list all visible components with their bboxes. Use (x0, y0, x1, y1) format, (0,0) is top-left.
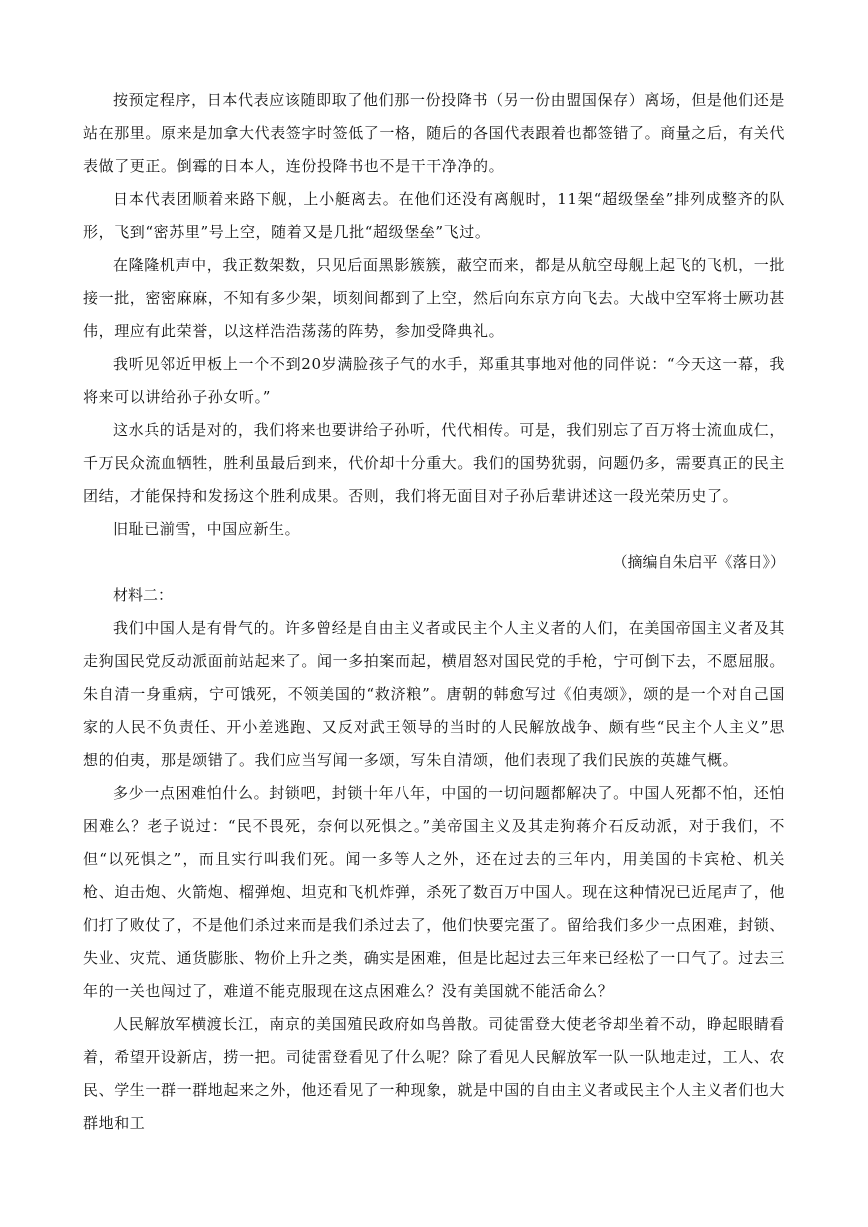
document-page (83, 84, 785, 1140)
paragraph: 这水兵的话是对的，我们将来也要讲给子孙听，代代相传。可是，我们别忘了百万将士流血成仁，千万民众流血牺牲，胜利虽最后到来，代价却十分重大。我们的国势犹弱，问题仍多，需要真正的民主团结，才能保持和发扬这个胜利成果。否则，我们将无面目对子孙后辈讲述这一段光荣历史了。 (83, 421, 786, 505)
source-attribution: （摘编自朱启平《落日》） (612, 553, 785, 571)
paragraph: 按预定程序，日本代表应该随即取了他们那一份投降书（另一份由盟国保存）离场，但是他们还是站在那里。原来是加拿大代表签字时签低了一格，随后的各国代表跟着也都签错了。商量之后，有关代表做了更正。倒霉的日本人，连份投降书也不是干干净净的。 (83, 91, 786, 175)
paragraph: 旧耻已湔雪，中国应新生。 (113, 520, 301, 538)
paragraph: 日本代表团顺着来路下舰，上小艇离去。在他们还没有离舰时，11架“超级堡垒”排列成整齐的队形，飞到“密苏里”号上空，随着又是几批“超级堡垒”飞过。 (83, 190, 785, 241)
paragraph: 人民解放军横渡长江，南京的美国殖民政府如鸟兽散。司徒雷登大使老爷却坐着不动，睁起眼睛看着，希望开设新店，捞一把。司徒雷登看见了什么呢？除了看见人民解放军一队一队地走过，工人、农民、学生一群一群地起来之外，他还看见了一种现象，就是中国的自由主义者或民主个人主义者们也大群地和工 (83, 1015, 786, 1132)
paragraph: 我听见邻近甲板上一个不到20岁满脸孩子气的水手，郑重其事地对他的同伴说：“今天这一幕，我将来可以讲给孙子孙女听。” (83, 355, 785, 406)
paragraph: 多少一点困难怕什么。封锁吧，封锁十年八年，中国的一切问题都解决了。中国人死都不怕，还怕困难么？老子说过：“民不畏死，奈何以死惧之。”美帝国主义及其走狗蒋介石反动派，对于我们，不但“以死惧之”，而且实行叫我们死。闻一多等人之外，还在过去的三年内，用美国的卡宾枪、机关枪、迫击炮、火箭炮、榴弹炮、坦克和飞机炸弹，杀死了数百万中国人。现在这种情况已近尾声了，他们打了败仗了，不是他们杀过来而是我们杀过去了，他们快要完蛋了。留给我们多少一点困难，封锁、失业、灾荒、通货膨胀、物价上升之类，确实是困难，但是比起过去三年来已经松了一口气了。过去三年的一关也闯过了，难道不能克服现在这点困难么？没有美国就不能活命么？ (83, 784, 786, 1000)
paragraph: 我们中国人是有骨气的。许多曾经是自由主义者或民主个人主义者的人们，在美国帝国主义者及其走狗国民党反动派面前站起来了。闻一多拍案而起，横眉怒对国民党的手枪，宁可倒下去，不愿屈服。朱自清一身重病，宁可饿死，不领美国的“救济粮”。唐朝的韩愈写过《伯夷颂》，颂的是一个对自己国家的人民不负责任、开小差逃跑、又反对武王领导的当时的人民解放战争、颇有些“民主个人主义”思想的伯夷，那是颂错了。我们应当写闻一多颂，写朱自清颂，他们表现了我们民族的英雄气概。 (83, 619, 786, 769)
section-heading: 材料二： (113, 586, 174, 604)
paragraph: 在隆隆机声中，我正数架数，只见后面黑影簇簇，蔽空而来，都是从航空母舰上起飞的飞机，一批接一批，密密麻麻，不知有多少架，顷刻间都到了上空，然后向东京方向飞去。大战中空军将士厥功甚伟，理应有此荣誉，以这样浩浩荡荡的阵势，参加受降典礼。 (83, 256, 786, 340)
